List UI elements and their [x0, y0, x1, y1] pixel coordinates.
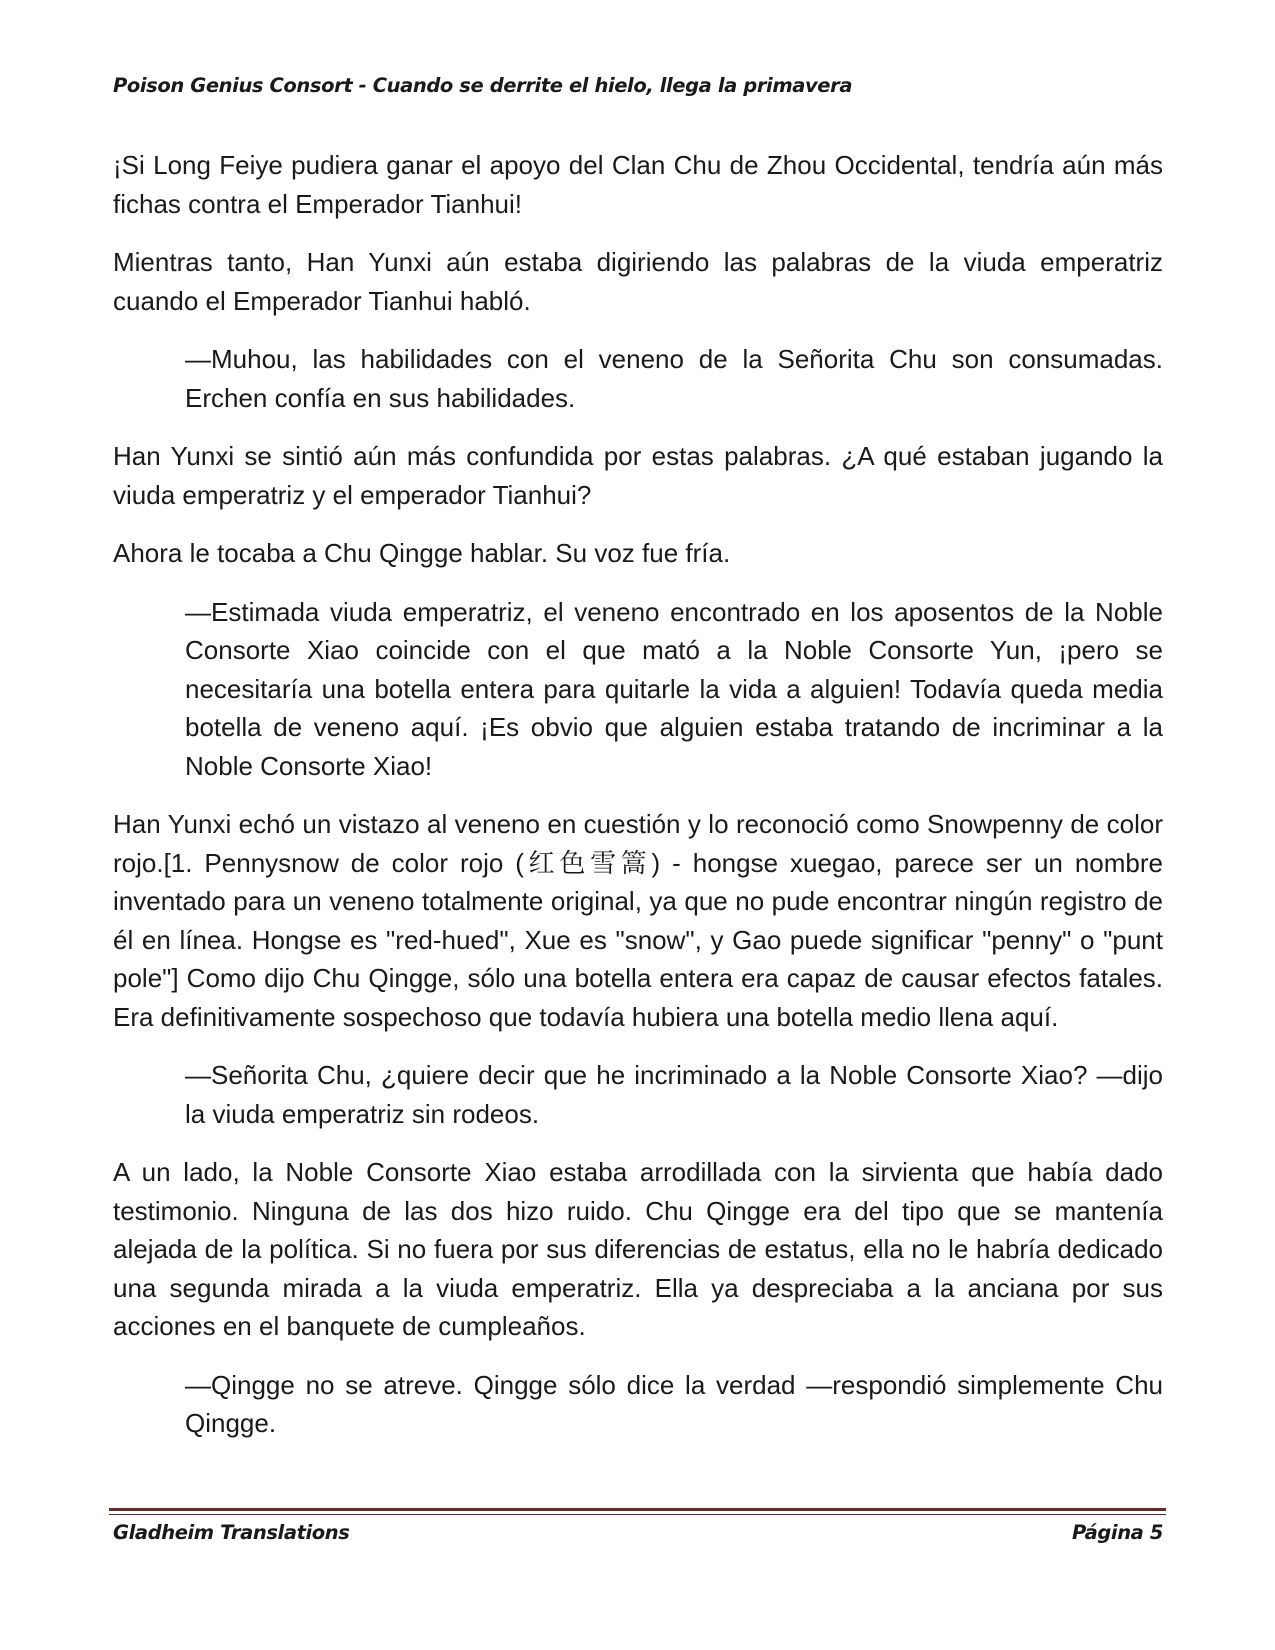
paragraph-narration: Mientras tanto, Han Yunxi aún estaba digiriendo las palabras de la viuda emperatriz cuando el Emperador Tianhui habló. — [113, 247, 1163, 316]
page-number: Página 5 — [1071, 1521, 1163, 1544]
paragraph-dialogue: —Qingge no se atreve. Qingge sólo dice la verdad —respondió simplemente Chu Qingge. — [185, 1369, 1163, 1438]
paragraph-narration: A un lado, la Noble Consorte Xiao estaba arrodillada con la sirvienta que había dado testimonio. Ninguna de las dos hizo ruido. Chu Qingge era del tipo que se mantenía alejada de la política. Si no fuera por sus diferencias de estatus, ella no le habría dedicado una segunda mirada a la viuda emperatriz. Ella ya despreciaba a la anciana por sus acciones en el banquete de cumpleaños. — [113, 1157, 1163, 1341]
footer-publisher: Gladheim Translations — [113, 1521, 350, 1544]
footer-divider — [109, 1508, 1166, 1511]
paragraph-dialogue: —Muhou, las habilidades con el veneno de la Señorita Chu son consumadas. Erchen confía en sus habilidades. — [185, 344, 1163, 413]
paragraph-dialogue: —Señorita Chu, ¿quiere decir que he incriminado a la Noble Consorte Xiao? —dijo la viuda emperatriz sin rodeos. — [185, 1060, 1163, 1129]
paragraph-narration: Ahora le tocaba a Chu Qingge hablar. Su voz fue fría. — [113, 538, 731, 568]
paragraph-narration-with-footnote: Han Yunxi echó un vistazo al veneno en cuestión y lo reconoció como Snowpenny de color rojo.[1. Pennysnow de color rojo (红色雪篙) - hongse xuegao, parece ser un nombre inventado para un veneno totalmente original, ya que no pude encontrar ningún registro de él en línea. Hongse es "red-hued", Xue es "snow", y Gao puede significar "penny" o "punt pole"] Como dijo Chu Qingge, sólo una botella entera era capaz de causar efectos fatales. Era definitivamente sospechoso que todavía hubiera una botella medio llena aquí. — [113, 809, 1163, 1032]
document-body — [113, 146, 1163, 1463]
paragraph-narration: ¡Si Long Feiye pudiera ganar el apoyo del Clan Chu de Zhou Occidental, tendría aún más fichas contra el Emperador Tianhui! — [113, 150, 1163, 219]
footer-divider-thin — [109, 1514, 1166, 1515]
page-header — [113, 74, 1163, 97]
paragraph-dialogue: —Estimada viuda emperatriz, el veneno encontrado en los aposentos de la Noble Consorte Xiao coincide con el que mató a la Noble Consorte Yun, ¡pero se necesitaría una botella entera para quitarle la vida a alguien! Todavía queda media botella de veneno aquí. ¡Es obvio que alguien estaba tratando de incriminar a la Noble Consorte Xiao! — [185, 596, 1163, 781]
page-footer — [113, 1521, 1163, 1544]
paragraph-narration: Han Yunxi se sintió aún más confundida por estas palabras. ¿A qué estaban jugando la viuda emperatriz y el emperador Tianhui? — [113, 441, 1163, 510]
header-title: Poison Genius Consort - Cuando se derrite el hielo, llega la primavera — [113, 74, 853, 97]
